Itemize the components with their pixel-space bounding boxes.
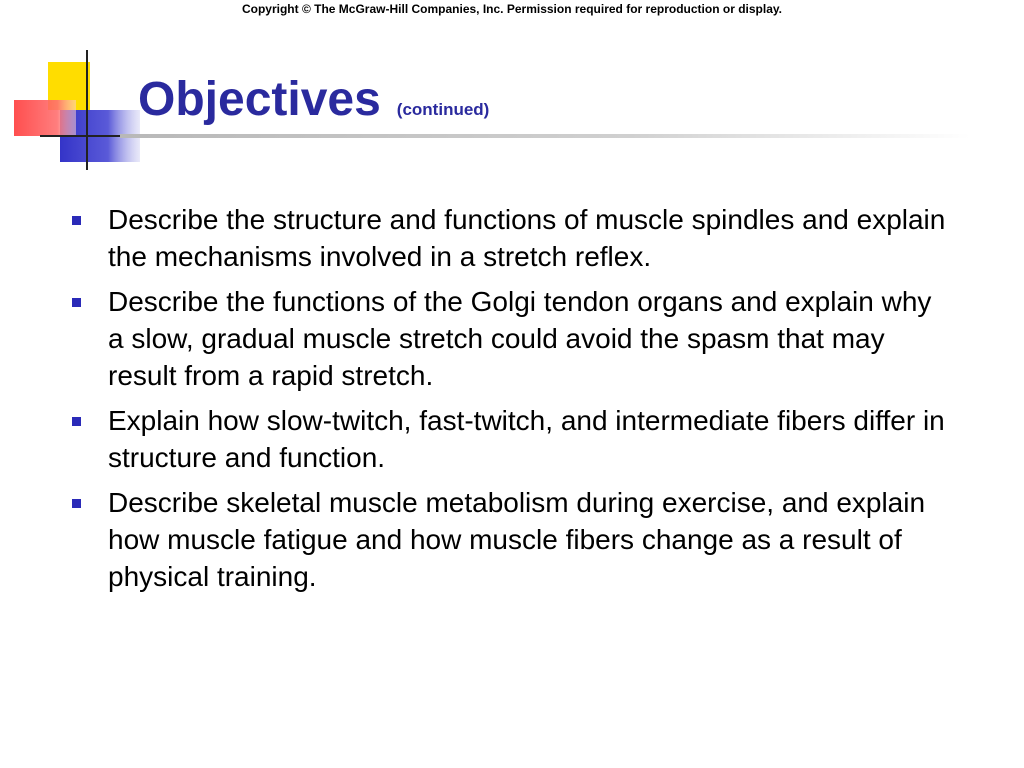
page-title: Objectives	[138, 73, 381, 126]
bullet-square-icon	[72, 499, 81, 508]
list-item	[72, 484, 952, 595]
bullet-square-icon	[72, 298, 81, 307]
bullet-square-icon	[72, 417, 81, 426]
list-item	[72, 402, 952, 476]
list-item	[72, 201, 952, 275]
objectives-list	[72, 201, 952, 603]
decorative-logo	[0, 40, 140, 175]
title-row	[138, 72, 489, 127]
bullet-text: Explain how slow-twitch, fast-twitch, and intermediate fibers differ in structure and function.	[108, 405, 945, 473]
bullet-text: Describe the functions of the Golgi tendon organs and explain why a slow, gradual muscle stretch could avoid the spasm that may result from a rapid stretch.	[108, 286, 932, 391]
title-continued-note: (continued)	[396, 100, 490, 119]
title-underline	[120, 134, 970, 138]
bullet-text: Describe skeletal muscle metabolism during exercise, and explain how muscle fatigue and how muscle fibers change as a result of physical training.	[108, 487, 926, 592]
logo-red-bar	[14, 100, 76, 136]
list-item	[72, 283, 952, 394]
bullet-square-icon	[72, 216, 81, 225]
bullet-text: Describe the structure and functions of muscle spindles and explain the mechanisms involved in a stretch reflex.	[108, 204, 946, 272]
copyright-notice: Copyright © The McGraw-Hill Companies, Inc. Permission required for reproduction or display.	[241, 2, 783, 16]
